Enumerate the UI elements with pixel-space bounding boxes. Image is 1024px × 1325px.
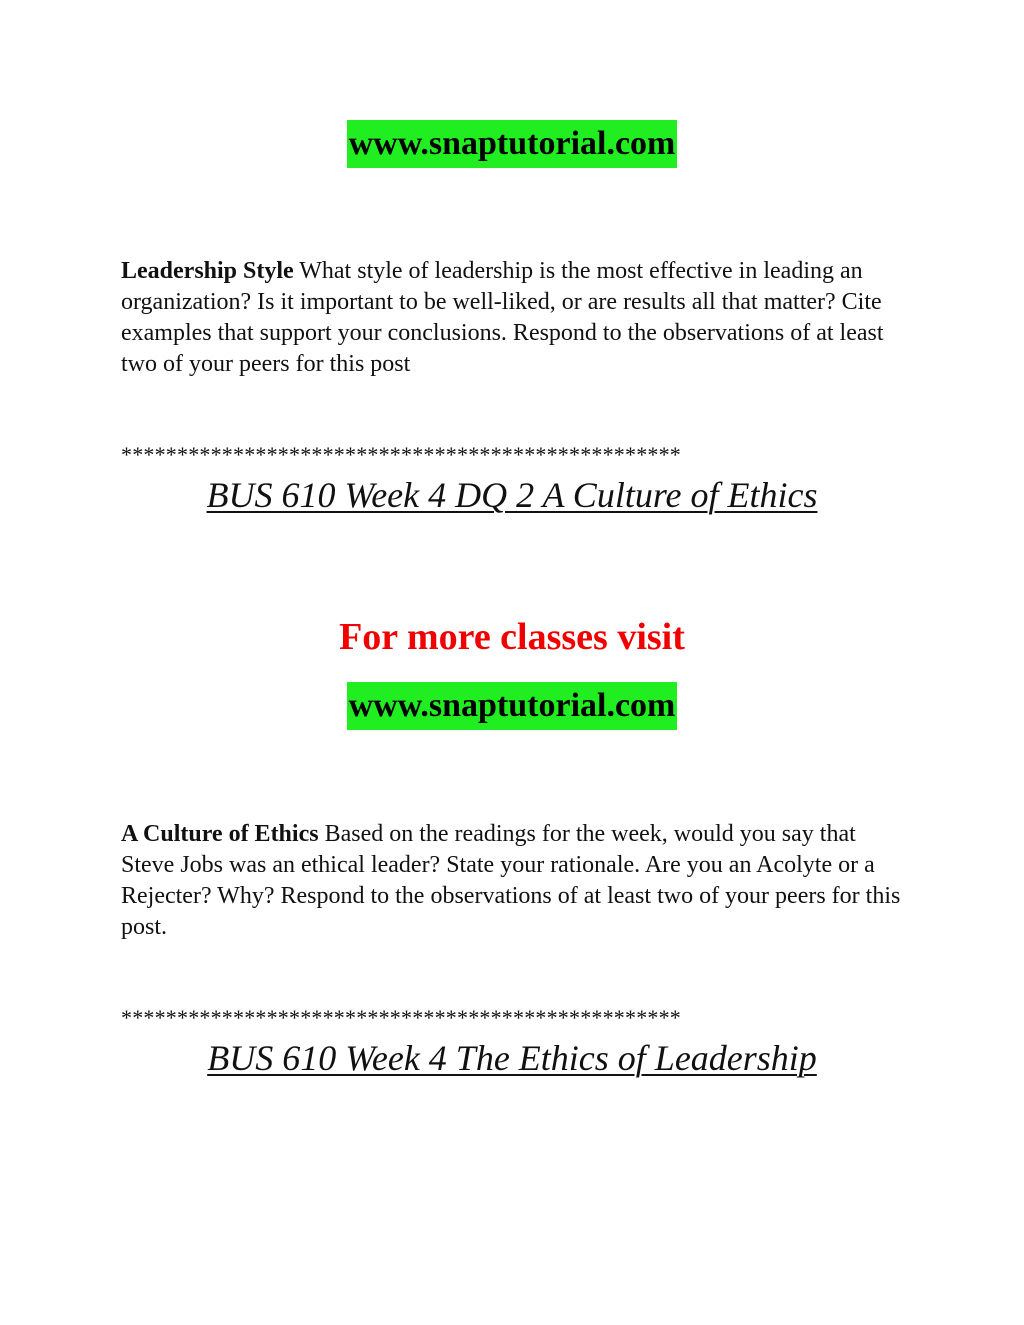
- course-title-row-2: [0, 1036, 1024, 1080]
- leadership-style-heading: Leadership Style: [121, 258, 294, 284]
- leadership-style-body: What style of leadership is the most effective in leading an organization? Is it important to be well-liked, or are results all that matter? Cite examples that support your conclusions. Respond to the observations of at least two of your peers for this post: [121, 258, 884, 377]
- site-link-top[interactable]: www.snaptutorial.com: [347, 120, 678, 168]
- site-link-mid[interactable]: www.snaptutorial.com: [347, 682, 678, 730]
- leadership-style-paragraph: [121, 256, 911, 380]
- site-link-row-top: [0, 120, 1024, 168]
- course-title-culture-of-ethics[interactable]: BUS 610 Week 4 DQ 2 A Culture of Ethics: [206, 475, 818, 515]
- site-link-row-mid: [0, 682, 1024, 730]
- promo-row: [0, 614, 1024, 660]
- promo-text: For more classes visit: [339, 616, 685, 658]
- culture-of-ethics-heading: A Culture of Ethics: [121, 821, 319, 847]
- separator-stars-2: **************************************************: [121, 1006, 681, 1030]
- separator-stars-1: **************************************************: [121, 443, 681, 467]
- course-title-row-1: [0, 473, 1024, 517]
- culture-of-ethics-body: Based on the readings for the week, would you say that Steve Jobs was an ethical leader? State your rationale. Are you an Acolyte or a Rejecter? Why? Respond to the observations of at least two of your peers for this post.: [121, 821, 901, 940]
- culture-of-ethics-paragraph: [121, 819, 911, 943]
- course-title-ethics-of-leadership[interactable]: BUS 610 Week 4 The Ethics of Leadership: [207, 1038, 817, 1078]
